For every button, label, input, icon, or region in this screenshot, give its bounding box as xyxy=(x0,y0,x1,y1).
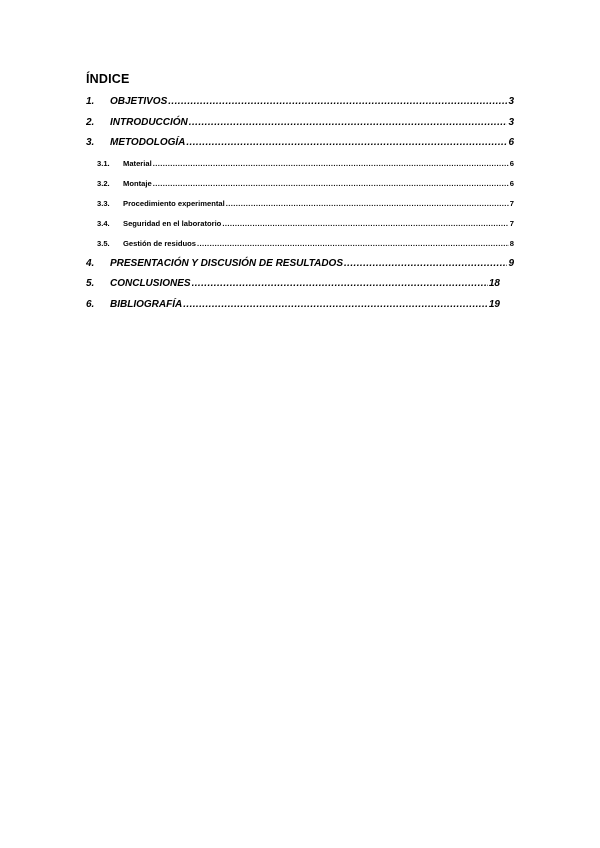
toc-dot-leader xyxy=(197,234,509,254)
toc-entry-seguridad-laboratorio[interactable] xyxy=(86,214,514,234)
toc-entry-conclusiones[interactable] xyxy=(86,274,500,295)
toc-entry-number: 1. xyxy=(86,96,95,107)
toc-dot-leader xyxy=(344,254,507,275)
toc-entry-label: INTRODUCCIÓN xyxy=(110,116,188,128)
toc-entry-introduccion[interactable] xyxy=(86,113,514,134)
toc-entry-page: 7 xyxy=(509,218,514,228)
toc-dot-leader xyxy=(189,113,508,134)
toc-entry-label: BIBLIOGRAFÍA xyxy=(110,298,183,310)
toc-entry-label: Seguridad en el laboratorio xyxy=(123,218,222,228)
toc-entry-label: Montaje xyxy=(123,178,152,188)
toc-entry-gestion-residuos[interactable] xyxy=(86,234,514,254)
toc-dot-leader xyxy=(153,154,509,174)
toc-entry-page: 3 xyxy=(508,116,514,128)
toc-entry-page: 6 xyxy=(508,137,514,148)
toc-entry-label: Gestión de residuos xyxy=(123,238,197,248)
toc-entry-label: Procedimiento experimental xyxy=(123,198,225,208)
toc-entry-number: 2. xyxy=(86,116,95,128)
toc-entry-page: 3 xyxy=(508,96,514,107)
toc-entry-page: 19 xyxy=(488,298,500,310)
toc-dot-leader xyxy=(168,92,507,113)
toc-dot-leader xyxy=(192,274,488,295)
toc-entry-procedimiento-experimental[interactable] xyxy=(86,194,514,214)
toc-entry-presentacion-resultados[interactable] xyxy=(86,254,514,275)
toc-entry-number: 4. xyxy=(86,257,95,269)
toc-entry-number: 3.4. xyxy=(97,218,110,228)
table-of-contents xyxy=(86,92,514,315)
toc-entry-label: PRESENTACIÓN Y DISCUSIÓN DE RESULTADOS xyxy=(110,257,343,269)
toc-entry-number: 3.3. xyxy=(97,198,110,208)
toc-entry-objetivos[interactable] xyxy=(86,92,514,113)
toc-entry-page: 18 xyxy=(488,278,500,289)
toc-entry-label: OBJETIVOS xyxy=(110,96,168,107)
toc-entry-number: 3.1. xyxy=(97,158,110,168)
toc-title: ÍNDICE xyxy=(86,72,130,86)
toc-entry-number: 6. xyxy=(86,298,95,310)
toc-entry-bibliografia[interactable] xyxy=(86,295,500,316)
toc-entry-page: 9 xyxy=(508,257,514,269)
toc-entry-number: 5. xyxy=(86,278,95,289)
toc-entry-label: METODOLOGÍA xyxy=(110,137,186,148)
toc-entry-material[interactable] xyxy=(86,154,514,174)
toc-entry-page: 6 xyxy=(509,158,514,168)
toc-entry-number: 3. xyxy=(86,137,95,148)
toc-entry-metodologia[interactable] xyxy=(86,133,514,154)
toc-dot-leader xyxy=(186,133,507,154)
toc-dot-leader xyxy=(183,295,488,316)
toc-dot-leader xyxy=(153,174,509,194)
toc-entry-number: 3.5. xyxy=(97,238,110,248)
toc-dot-leader xyxy=(222,214,508,234)
toc-entry-page: 7 xyxy=(509,198,514,208)
toc-entry-label: Material xyxy=(123,158,152,168)
toc-entry-label: CONCLUSIONES xyxy=(110,278,191,289)
toc-entry-page: 6 xyxy=(509,178,514,188)
toc-entry-number: 3.2. xyxy=(97,178,110,188)
toc-entry-page: 8 xyxy=(509,238,514,248)
toc-entry-montaje[interactable] xyxy=(86,174,514,194)
toc-dot-leader xyxy=(226,194,509,214)
